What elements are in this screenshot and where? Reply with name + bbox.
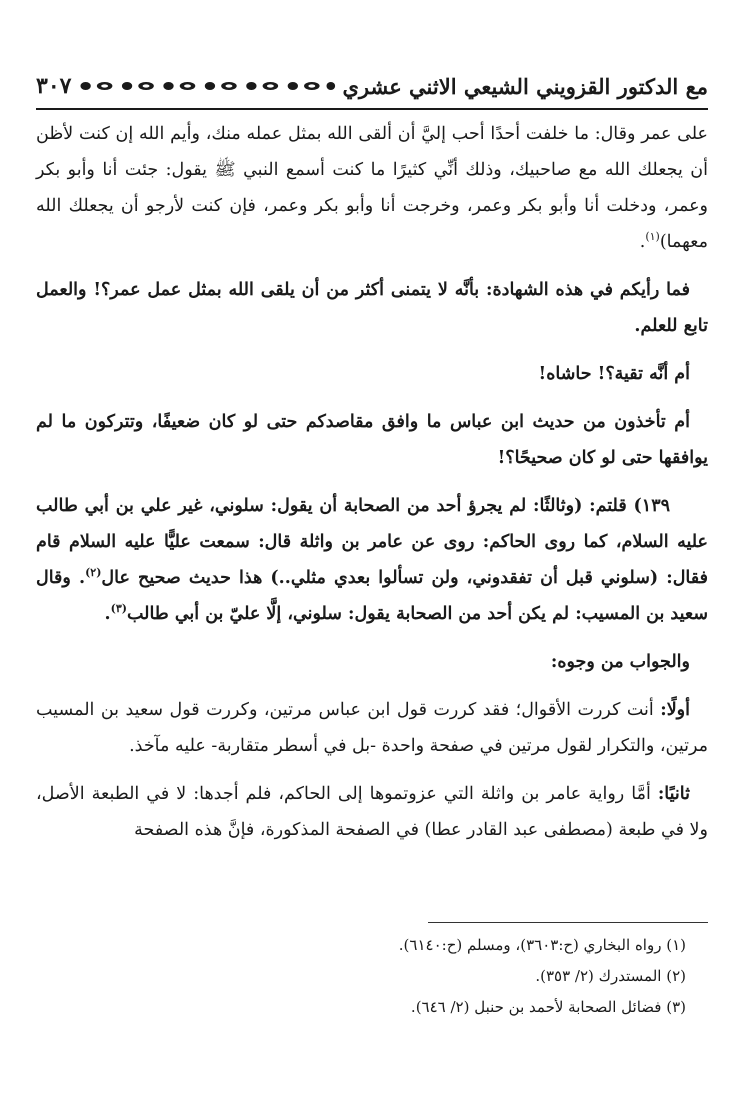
paragraph-139: ١٣٩) قلتم: (وثالثًا: لم يجرؤ أحد من الصحابة أن يقول: سلوني، غير علي بن أبي طالب عليه السلام، كما روى الحاكم: روى عن عامر بن واثلة قال: سمعت عليًّا عليه السلام قام فقال: (سلوني قبل أن تفقدوني، ولن تسألوا بعدي مثلي..) هذا حديث صحيح عال$^{(٢)}$. وقال سعيد بن المسيب: لم يكن أحد من الصحابة يقول: سلوني، إلَّا عليّ بن أبي طالب$^{(٣)}$. [36, 496, 708, 624]
paragraph-question: فما رأيكم في هذه الشهادة: بأنَّه لا يتمنى أكثر من أن يلقى الله بمثل عمل عمر؟! والعمل تابع للعلم. [36, 280, 708, 336]
header-title: مع الدكتور القزويني الشيعي الاثني عشري [342, 73, 708, 99]
page-number: ٣٠٧ [36, 73, 72, 99]
answer-heading: والجواب من وجوه: [550, 652, 690, 672]
paragraph-first: أولًا: أنت كررت الأقوال؛ فقد كررت قول ابن عباس مرتين، وكررت قول سعيد بن المسيب مرتين، والتكرار لقول مرتين في صفحة واحدة -بل في أسطر متقاربة- عليه مآخذ. [36, 700, 708, 756]
paragraph-ibn-abbas: أم تأخذون من حديث ابن عباس ما وافق مقاصدكم حتى لو كان ضعيفًا، وتتركون ما لم يوافقها حتى لو كان صحيحًا؟! [36, 412, 708, 468]
running-header [36, 64, 708, 110]
footnote-1: (١) رواه البخاري (ح:٣٦٠٣)، ومسلم (ح:٦١٤٠). [398, 936, 686, 954]
paragraph-hadith: على عمر وقال: ما خلفت أحدًا أحب إليَّ أن ألقى الله بمثل عمله منك، وأيم الله إن كنت لأظن أن يجعلك الله مع صاحبيك، وذلك أنِّي كثيرًا ما كنت أسمع النبي ﷺ يقول: جئت أنا وأبو بكر وعمر، ودخلت أنا وأبو بكر وعمر، وخرجت أنا وأبو بكر وعمر، فإن كنت لأرجو أن يجعلك الله معهما)$^{(١)}$. [36, 124, 708, 252]
ornament-divider-icon [77, 76, 336, 96]
footnotes [36, 930, 686, 1023]
item-label: أولًا: [660, 700, 690, 720]
paragraph-taqiyya: أم أنَّه تقية؟! حاشاه! [538, 364, 690, 384]
footnote-ref: (٢) [85, 566, 102, 580]
item-label: ثانيًا: [657, 784, 690, 804]
paragraph-second: ثانيًا: أمَّا رواية عامر بن واثلة التي عزوتموها إلى الحاكم، فلم أجدها: لا في الطبعة الأصل، ولا في طبعة (مصطفى عبد القادر عطا) في الصفحة المذكورة، فإنَّ هذه الصفحة [36, 784, 708, 840]
body-text [36, 116, 708, 848]
footnote-2: (٢) المستدرك (٢/ ٣٥٣). [535, 967, 686, 985]
footnote-ref: (١) [645, 230, 660, 244]
book-page [36, 0, 708, 1108]
footnote-ref: (٣) [110, 602, 127, 616]
footnote-divider [428, 922, 708, 923]
item-label: ١٣٩) قلتم: [589, 496, 670, 516]
footnote-3: (٣) فضائل الصحابة لأحمد بن حنبل (٢/ ٦٤٦). [410, 998, 686, 1016]
